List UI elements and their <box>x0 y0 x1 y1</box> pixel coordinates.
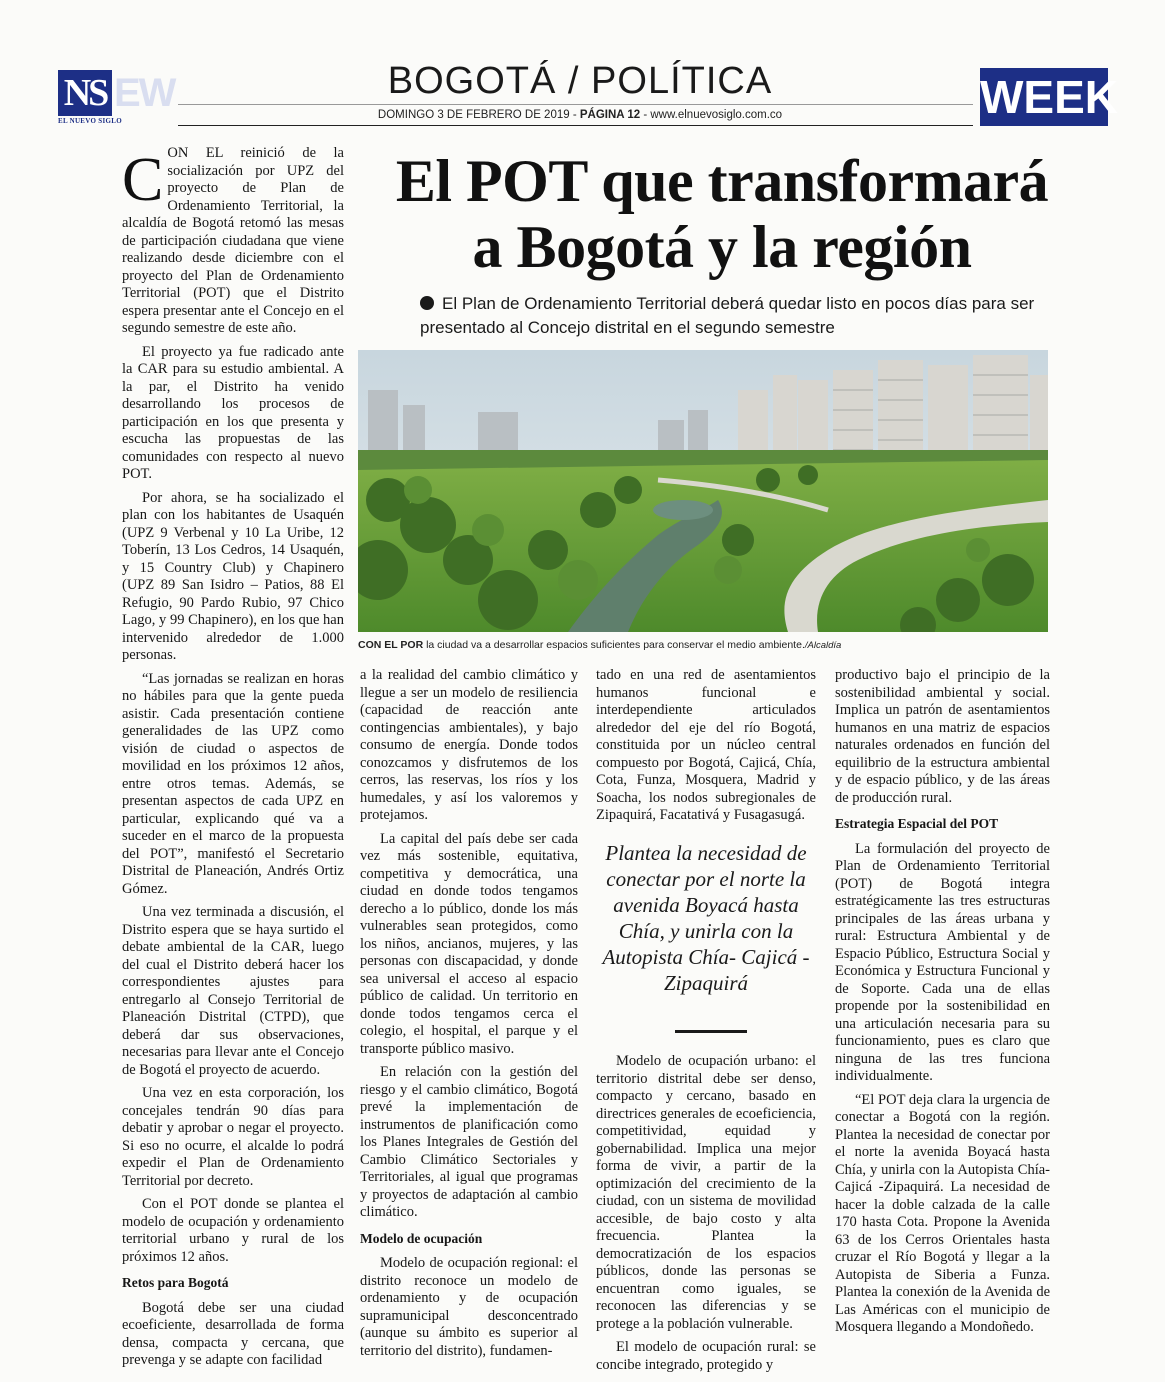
logo-ew-mark: EW <box>114 71 175 115</box>
article-photo <box>358 350 1048 632</box>
section-title <box>180 58 980 104</box>
website-text: - www.elnuevosiglo.com.co <box>640 109 783 121</box>
caption-text: la ciudad va a desarrollar espacios suficientes para conservar el medio ambiente. <box>423 639 805 651</box>
caption-lead: CON EL POR <box>358 639 424 651</box>
section-separator: / <box>567 60 580 102</box>
newspaper-logo <box>58 70 175 128</box>
pull-quote-rule <box>675 1030 747 1033</box>
article-paragraph: productivo bajo el principio de la sostenibilidad ambiental y social. Implica un patrón de asentamientos humanos en una matriz de espacios naturales ordenados en función del equilibrio de la estructura ambiental y de espacio público, y de las áreas de producción rural. <box>835 667 1050 806</box>
week-badge: WEEK <box>980 68 1108 126</box>
subheading-estrategia: Estrategia Espacial del POT <box>835 816 999 831</box>
subhead <box>420 292 1040 340</box>
subsection-name: POLÍTICA <box>591 60 773 102</box>
bullet-dot-icon <box>420 296 434 310</box>
park-rendering-image <box>358 350 1048 632</box>
article-paragraph: tado en una red de asentamientos humanos funcional e interdependiente articulados alrededor del eje del río Bogotá, constituida por un núcleo central compuesto por Bogotá, Cajicá, Chía, Cota, Funza, Mosquera, Madrid y Soacha, los nodos subregionales de Zipaquirá, Facatativá y Fusagasugá. <box>596 667 816 823</box>
page-label: PÁGINA 12 <box>579 109 641 121</box>
header-rule <box>178 125 973 126</box>
date-text: DOMINGO 3 DE FEBRERO DE 2019 - <box>377 109 580 121</box>
headline-line-2: a Bogotá y la región <box>472 214 972 280</box>
caption-credit: /Alcaldía <box>804 640 842 651</box>
subheading-retos: Retos para Bogotá <box>122 1275 229 1290</box>
article-paragraph: Modelo de ocupación urbano: el territorio distrital debe ser denso, compacto y cercano, basado en directrices generales de ecoeficiencia, competitividad, equidad y gobernabilidad. Implica una mejor forma de vivir, a partir de la optimización del crecimiento de la ciudad, con un sistema de movilidad accesible, de bajo costo y alta frecuencia. Plantea la democratización de los espacios públicos, donde las personas se encuentran como iguales, se reconocen las diferencias y se protege a la población vulnerable. <box>596 1053 816 1332</box>
article-paragraph: a la realidad del cambio climático y llegue a ser un modelo de resiliencia (capacidad de reacción ante contingencias ambientales), y bajo consumo de energía. Donde todos conozcamos y disfrutemos de los cerros, las reservas, los ríos y los humedales, y así los valoremos y protejamos. <box>360 667 578 823</box>
header-rule-top <box>178 104 973 105</box>
article-paragraph: Una vez terminada a discusión, el Distrito espera que se haya surtido el debate ambiental de la CAR, luego del cual el Distrito deberá hacer los correspondientes ajustes para entregarlo al Consejo Territorial de Planeación Distrital (CTPD), que deberá dar sus observaciones, necesarias para llevar ante el Concejo de Bogotá el proyecto de acuerdo. <box>122 904 344 1078</box>
paragraph-text: ON EL reinició de la socialización por UPZ del proyecto de Plan de Ordenamiento Territorial, la alcaldía de Bogotá retomó las mesas de participación ciudadana que viene realizando desde diciembre con el proyecto del Plan de Ordenamiento Territorial (POT) que el Distrito espera presentar ante el Concejo en el segundo semestre de este año. <box>122 145 344 336</box>
article-column-2 <box>360 667 578 1366</box>
article-column-3 <box>596 667 816 831</box>
article-paragraph: Con el POT donde se plantea el modelo de ocupación y ordenamiento territorial urbano y rural de los próximos 12 años. <box>122 1196 344 1265</box>
logo-ns-mark: NS <box>58 70 112 116</box>
article-paragraph: “El POT deja clara la urgencia de conectar a Bogotá con la región. Plantea la necesidad de conectar por el norte la avenida Boyacá hasta Chía, y unirla con la Autopista Chía- Cajicá -Zipaquirá. La necesidad de hacer la doble calzada de la calle 170 hasta Cota. Propone la Avenida 63 de los Cerros Orientales hasta cruzar el Río Bogotá y llegar a la Autopista de Siberia a Funza. Plantea la conexión de la Avenida de Las Américas con el municipio de Mosquera llegando a Mondoñedo. <box>835 1091 1050 1335</box>
article-paragraph: Bogotá debe ser una ciudad ecoeficiente, desarrollada de forma densa, compacta y cercana, que prevenga y se adapte con facilidad <box>122 1299 344 1368</box>
article-paragraph: El modelo de ocupación rural: se concibe integrado, protegido y <box>596 1339 816 1373</box>
article-paragraph: “Las jornadas se realizan en horas no hábiles para que la gente pueda asistir. Cada presentación contiene generalidades de las UPZ como visión de ciudad o aspectos de movilidad en los próximos 12 años, entre otros temas. Además, se presentan aspectos de cada UPZ en particular, explicando qué va a suceder en el marco de la propuesta del POT”, manifestó el Secretario Distrital de Planeación, Andrés Ortiz Gómez. <box>122 670 344 897</box>
article-column-4 <box>835 667 1050 1343</box>
headline-line-1: El POT que transformará <box>395 148 1049 214</box>
pull-quote: Plantea la necesidad de conectar por el norte la avenida Boyacá hasta Chía, y unirla con la Autopista Chía- Cajicá -Zipaquirá <box>602 841 810 995</box>
article-paragraph: Modelo de ocupación regional: el distrito reconoce un modelo de ordenamiento y de ocupación supramunicipal desconcentrado (aunque su ámbito es superior al territorio del distrito), fundamen- <box>360 1255 578 1359</box>
article-paragraph: En relación con la gestión del riesgo y el cambio climático, Bogotá prevé la implementación de instrumentos de planificación como los Planes Integrales de Gestión del Cambio Climático Sectoriales y Territoriales, al igual que programas y proyectos de adaptación al cambio climático. <box>360 1064 578 1220</box>
article-paragraph <box>122 145 344 338</box>
dateline <box>180 106 980 124</box>
article-paragraph: Una vez en esta corporación, los concejales tendrán 90 días para debatir y aprobar o negar el proyecto. Si eso no ocurre, el alcalde lo podrá expedir el Plan de Ordenamiento Territorial por decreto. <box>122 1085 344 1189</box>
section-name: BOGOTÁ <box>387 60 557 102</box>
article-column-1 <box>122 145 344 1376</box>
subheading-modelo: Modelo de ocupación <box>360 1230 483 1246</box>
drop-cap: C <box>122 146 164 214</box>
article-paragraph: La formulación del proyecto de Plan de Ordenamiento Territorial (POT) de Bogotá integra estratégicamente las tres estructuras principales de las áreas urbana y rural: Estructura Ambiental y de Espacio Público, Estructura Social y Económica y Estructura Funcional y de Soporte. Cada una de ellas propende por la sostenibilidad en una articulación necesaria para su funcionamiento, pues es claro que ninguna de las tres funciona individualmente. <box>835 840 1050 1084</box>
photo-caption <box>358 638 1058 653</box>
article-paragraph: La capital del país debe ser cada vez más sostenible, equitativa, competitiva y democrática, una ciudad en donde todos tengamos derecho a lo público, donde los más vulnerables sean protegidos, como los niños, ancianos, mujeres, y las personas con discapacidad, y donde sea universal el acceso al espacio público de calidad. Un territorio en donde todos tengamos cerca el colegio, el hospital, el parque y el transporte público masivo. <box>360 830 578 1057</box>
subhead-text: El Plan de Ordenamiento Territorial deberá quedar listo en pocos días para ser presentado al Concejo distrital en el segundo semestre <box>420 294 1035 337</box>
article-column-3-lower <box>596 1053 816 1380</box>
article-paragraph: Por ahora, se ha socializado el plan con los habitantes de Usaquén (UPZ 9 Verbenal y 10 La Uribe, 12 Toberín, 13 Los Cedros, 14 Usaquén, y 15 Country Club) y Chapinero (UPZ 89 San Isidro – Patios, 88 El Refugio, 90 Pardo Rubio, 97 Chico Lago, y 99 Chapinero), en los que han intervenido alrededor de 1.000 personas. <box>122 489 344 663</box>
headline <box>352 148 1092 280</box>
logo-subtitle: EL NUEVO SIGLO <box>58 117 122 125</box>
article-paragraph: El proyecto ya fue radicado ante la CAR para su estudio ambiental. A la par, el Distrito ha venido desarrollando los procesos de participación en los que presenta y escucha las propuestas de las comunidades con respecto al nuevo POT. <box>122 343 344 482</box>
